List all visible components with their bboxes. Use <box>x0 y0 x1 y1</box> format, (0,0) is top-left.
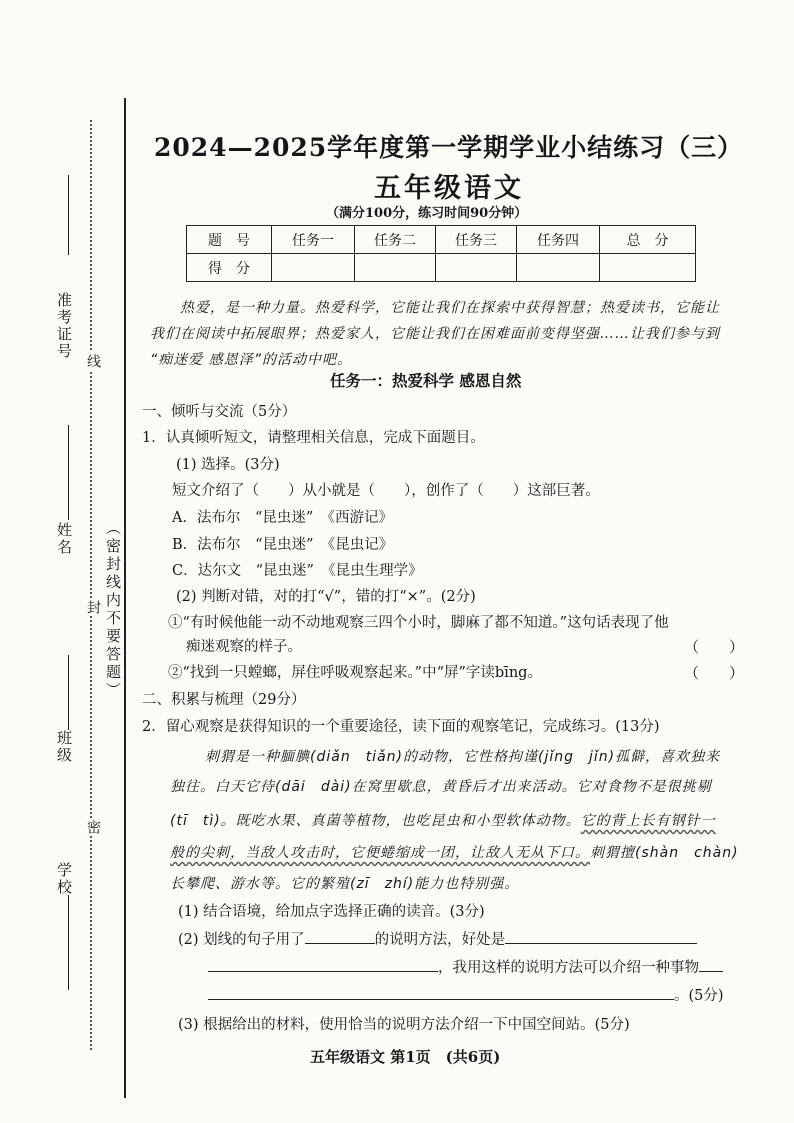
score-cell: 任务三 <box>436 226 517 254</box>
underlined-sentence: 它的背上长有钢针一 <box>580 813 716 829</box>
note-text: (tī tì)。既吃水果、真菌等植物，也吃昆虫和小型软体动物。 <box>170 813 581 829</box>
question-2-2-line2 <box>208 955 723 981</box>
score-cell: 总 分 <box>600 226 696 254</box>
question-2-1: (1) 结合语境，给加点字选择正确的读音。(3分) <box>178 904 485 920</box>
score-cell: 任务二 <box>355 226 436 254</box>
question-1-1-stem: 短文介绍了（ ）从小就是（ ），创作了（ ）这部巨著。 <box>172 483 600 499</box>
judge-1-continued: 痴迷观察的样子。 <box>186 639 302 655</box>
seal-mark-seal: 封 <box>85 600 101 614</box>
question-2-3: (3) 根据给出的材料，使用恰当的说明方法介绍一下中国空间站。(5分) <box>178 1017 630 1033</box>
answer-blank[interactable] <box>699 957 723 972</box>
score-table-header-row <box>187 226 696 254</box>
school-answer-line <box>68 895 69 990</box>
label-name: 姓名 <box>55 522 73 556</box>
note-line: 独往。白天它待(dāi dài)在窝里歇息，黄昏后才出来活动。它对食物不是很挑剔 <box>170 779 712 795</box>
name-answer-line <box>68 425 69 520</box>
question-1: 1．认真倾听短文，请整理相关信息，完成下面题目。 <box>142 430 485 446</box>
answer-blank[interactable] <box>305 929 375 944</box>
judge-1: ①“有时候他能一动不动地观察三四个小时，脚麻了都不知道。”这句话表现了他 <box>168 615 669 631</box>
score-cell: 任务四 <box>517 226 600 254</box>
option-a: A．法布尔 “昆虫迷” 《西游记》 <box>172 510 394 526</box>
question-1-2: (2) 判断对错，对的打“√”，错的打“×”。(2分) <box>176 589 476 605</box>
score-input-cell <box>355 254 436 282</box>
seal-mark-close: 密 <box>85 820 101 834</box>
class-answer-line <box>68 655 69 730</box>
seal-dotted-line <box>90 120 92 1050</box>
judge-2-answer-paren: （ ） <box>684 664 745 682</box>
note-line: 长攀爬、游水等。它的繁殖(zī zhí)能力也特别强。 <box>170 876 520 892</box>
score-cell: 得 分 <box>187 254 272 282</box>
page-footer: 五年级语文 第1页 (共6页) <box>310 1048 501 1066</box>
question-2-2 <box>178 927 697 953</box>
seal-note: （密封线内不要答题） <box>104 520 122 700</box>
margin-rule <box>124 98 126 1098</box>
question-2-2-text: 的说明方法，好处是 <box>374 932 506 948</box>
score-input-cell <box>436 254 517 282</box>
intro-line: 热爱，是一种力量。热爱科学，它能让我们在探索中获得智慧；热爱读书，它能让 <box>180 300 720 316</box>
score-cell: 题 号 <box>187 226 272 254</box>
option-c: C．达尔文 “昆虫迷” 《昆虫生理学》 <box>172 563 423 579</box>
judge-2: ②“找到一只螳螂，屏住呼吸观察起来。”中“屏”字读bīng。 <box>168 665 542 681</box>
section2-heading: 二、积累与梳理（29分） <box>142 692 306 708</box>
note-line <box>170 842 739 862</box>
task1-heading: 任务一：热爱科学 感恩自然 <box>330 371 522 390</box>
score-table-score-row <box>187 254 696 282</box>
question-1-1: (1) 选择。(3分) <box>176 457 280 473</box>
underlined-sentence: 般的尖刺，当敌人攻击时，它便蜷缩成一团，让敌人无从下口。 <box>170 845 590 861</box>
label-class: 班级 <box>55 730 73 764</box>
note-line: 刺猬是一种腼腆(diǎn tiǎn)的动物，它性格拘谨(jǐng jǐn)孤僻，喜欢独来 <box>205 749 721 765</box>
exam-title: 2024—2025学年度第一学期学业小结练习（三） <box>154 133 744 162</box>
seal-mark-line: 线 <box>85 354 101 368</box>
section1-heading: 一、倾听与交流（5分） <box>142 404 297 420</box>
answer-blank[interactable] <box>208 957 438 972</box>
score-input-cell <box>272 254 355 282</box>
intro-line: 我们在阅读中拓展眼界；热爱家人，它能让我们在困难面前变得坚强……让我们参与到 <box>150 326 720 342</box>
score-input-cell <box>600 254 696 282</box>
score-table <box>186 225 696 282</box>
exam-note: （满分100分，练习时间90分钟） <box>326 206 528 221</box>
note-line <box>170 810 716 830</box>
question-2: 2．留心观察是获得知识的一个重要途径，读下面的观察笔记，完成练习。(13分) <box>142 719 660 735</box>
label-school: 学校 <box>55 862 73 896</box>
score-cell: 任务一 <box>272 226 355 254</box>
question-2-2-line3 <box>208 983 724 1009</box>
note-text: 刺猬擅(shàn chàn) <box>590 845 739 861</box>
question-2-2-score: 。(5分) <box>674 988 724 1004</box>
id-answer-line <box>68 175 69 255</box>
option-b: B．法布尔 “昆虫迷” 《昆虫记》 <box>172 537 394 553</box>
question-2-2-text: ，我用这样的说明方法可以介绍一种事物 <box>438 960 699 976</box>
answer-blank[interactable] <box>208 985 674 1000</box>
label-exam-id: 准考证号 <box>55 292 73 360</box>
intro-line: “痴迷爱 感恩泽”的活动中吧。 <box>150 352 352 368</box>
judge-1-answer-paren: （ ） <box>684 638 745 656</box>
exam-subtitle: 五年级语文 <box>374 173 524 204</box>
question-2-2-text: (2) 划线的句子用了 <box>178 932 305 948</box>
score-input-cell <box>517 254 600 282</box>
answer-blank[interactable] <box>505 929 697 944</box>
